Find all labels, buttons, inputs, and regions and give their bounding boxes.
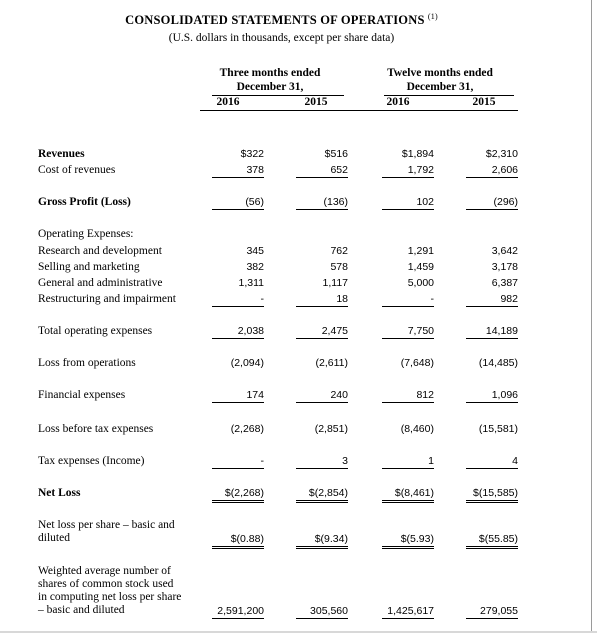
value-cell: -	[212, 455, 264, 469]
row-label-loss-before-tax: Loss before tax expenses	[38, 423, 154, 435]
value-cell: 279,055	[466, 605, 518, 619]
row-label-shares-line3: in computing net loss per share	[38, 591, 182, 603]
statement-subtitle: (U.S. dollars in thousands, except per share data)	[168, 32, 395, 44]
year-header: 2016	[386, 96, 410, 108]
value-cell: 2,606	[466, 164, 518, 178]
value-cell: $516	[324, 148, 348, 160]
row-label-gross-profit: Gross Profit (Loss)	[38, 196, 131, 208]
value-cell: $(55.85)	[466, 533, 518, 549]
value-cell: 7,750	[382, 325, 434, 339]
value-cell: 1,291	[407, 245, 434, 257]
value-cell: 2,038	[212, 325, 264, 339]
value-cell: (2,268)	[230, 423, 264, 435]
value-cell: $(9.34)	[296, 533, 348, 549]
value-cell: 3,178	[491, 261, 518, 273]
value-cell: (8,460)	[400, 423, 434, 435]
row-label-net-loss: Net Loss	[38, 487, 81, 499]
value-cell: 2,591,200	[212, 605, 264, 619]
value-cell: 240	[296, 389, 348, 403]
value-cell: $322	[240, 148, 264, 160]
value-cell: (2,851)	[314, 423, 348, 435]
twelve-months-header-line2: December 31,	[406, 81, 474, 93]
value-cell: $(0.88)	[212, 533, 264, 549]
value-cell: 762	[330, 245, 348, 257]
value-cell: 982	[466, 293, 518, 307]
header-bottom-rule	[200, 110, 518, 111]
row-label-restructuring: Restructuring and impairment	[38, 293, 176, 305]
value-cell: 1,117	[322, 277, 348, 289]
value-cell: 3	[296, 455, 348, 469]
value-cell: 174	[212, 389, 264, 403]
value-cell: (7,648)	[400, 357, 434, 369]
three-months-header-line1: Three months ended	[219, 67, 321, 79]
row-label-selling-marketing: Selling and marketing	[38, 261, 140, 273]
value-cell: 102	[382, 196, 434, 210]
value-cell: $2,310	[485, 148, 518, 160]
row-label-total-operating-expenses: Total operating expenses	[38, 325, 153, 337]
value-cell: 2,475	[296, 325, 348, 339]
value-cell: $(2,854)	[296, 487, 348, 503]
row-label-research-development: Research and development	[38, 245, 162, 257]
row-label-shares-line4: – basic and diluted	[38, 604, 125, 616]
value-cell: (15,581)	[478, 423, 518, 435]
value-cell: $1,894	[401, 148, 434, 160]
value-cell: $(15,585)	[466, 487, 518, 503]
year-header: 2015	[472, 96, 496, 108]
row-label-loss-from-operations: Loss from operations	[38, 357, 136, 369]
value-cell: 578	[330, 261, 348, 273]
value-cell: 1,096	[466, 389, 518, 403]
value-cell: (56)	[212, 196, 264, 210]
value-cell: 812	[382, 389, 434, 403]
row-label-cost-of-revenues: Cost of revenues	[38, 164, 116, 176]
value-cell: 1,459	[407, 261, 434, 273]
value-cell: $(5.93)	[382, 533, 434, 549]
row-label-eps-line1: Net loss per share – basic and	[38, 519, 175, 531]
page-right-border	[591, 0, 592, 633]
row-label-eps-line2: diluted	[38, 532, 70, 544]
row-label-shares-line1: Weighted average number of	[38, 565, 171, 577]
value-cell: 305,560	[296, 605, 348, 619]
three-months-header-line2: December 31,	[236, 81, 304, 93]
value-cell: 3,642	[491, 245, 518, 257]
value-cell: 378	[212, 164, 264, 178]
value-cell: 1,792	[382, 164, 434, 178]
value-cell: 6,387	[491, 277, 518, 289]
value-cell: (296)	[466, 196, 518, 210]
title-footnote-marker: (1)	[427, 12, 438, 21]
twelve-months-header-line1: Twelve months ended	[387, 67, 493, 79]
year-header: 2016	[216, 96, 240, 108]
value-cell: -	[382, 293, 434, 307]
value-cell: 1,311	[238, 277, 264, 289]
value-cell: (2,094)	[230, 357, 264, 369]
row-label-tax-expenses: Tax expenses (Income)	[38, 455, 145, 467]
statement-title: CONSOLIDATED STATEMENTS OF OPERATIONS $^{(1)}$	[125, 12, 438, 28]
value-cell: 5,000	[407, 277, 434, 289]
row-label-revenues: Revenues	[38, 148, 85, 160]
value-cell: (14,485)	[478, 357, 518, 369]
value-cell: 345	[246, 245, 264, 257]
value-cell: 652	[296, 164, 348, 178]
value-cell: 382	[246, 261, 264, 273]
value-cell: -	[212, 293, 264, 307]
value-cell: (136)	[296, 196, 348, 210]
value-cell: $(8,461)	[382, 487, 434, 503]
value-cell: $(2,268)	[212, 487, 264, 503]
value-cell: 1,425,617	[382, 605, 434, 619]
row-label-financial-expenses: Financial expenses	[38, 389, 126, 401]
value-cell: 14,189	[466, 325, 518, 339]
value-cell: 1	[382, 455, 434, 469]
value-cell: (2,611)	[315, 357, 348, 369]
value-cell: 4	[466, 455, 518, 469]
row-label-operating-expenses: Operating Expenses:	[38, 228, 134, 240]
row-label-general-administrative: General and administrative	[38, 277, 163, 289]
value-cell: 18	[296, 293, 348, 307]
row-label-shares-line2: shares of common stock used	[38, 578, 174, 590]
year-header: 2015	[304, 96, 328, 108]
